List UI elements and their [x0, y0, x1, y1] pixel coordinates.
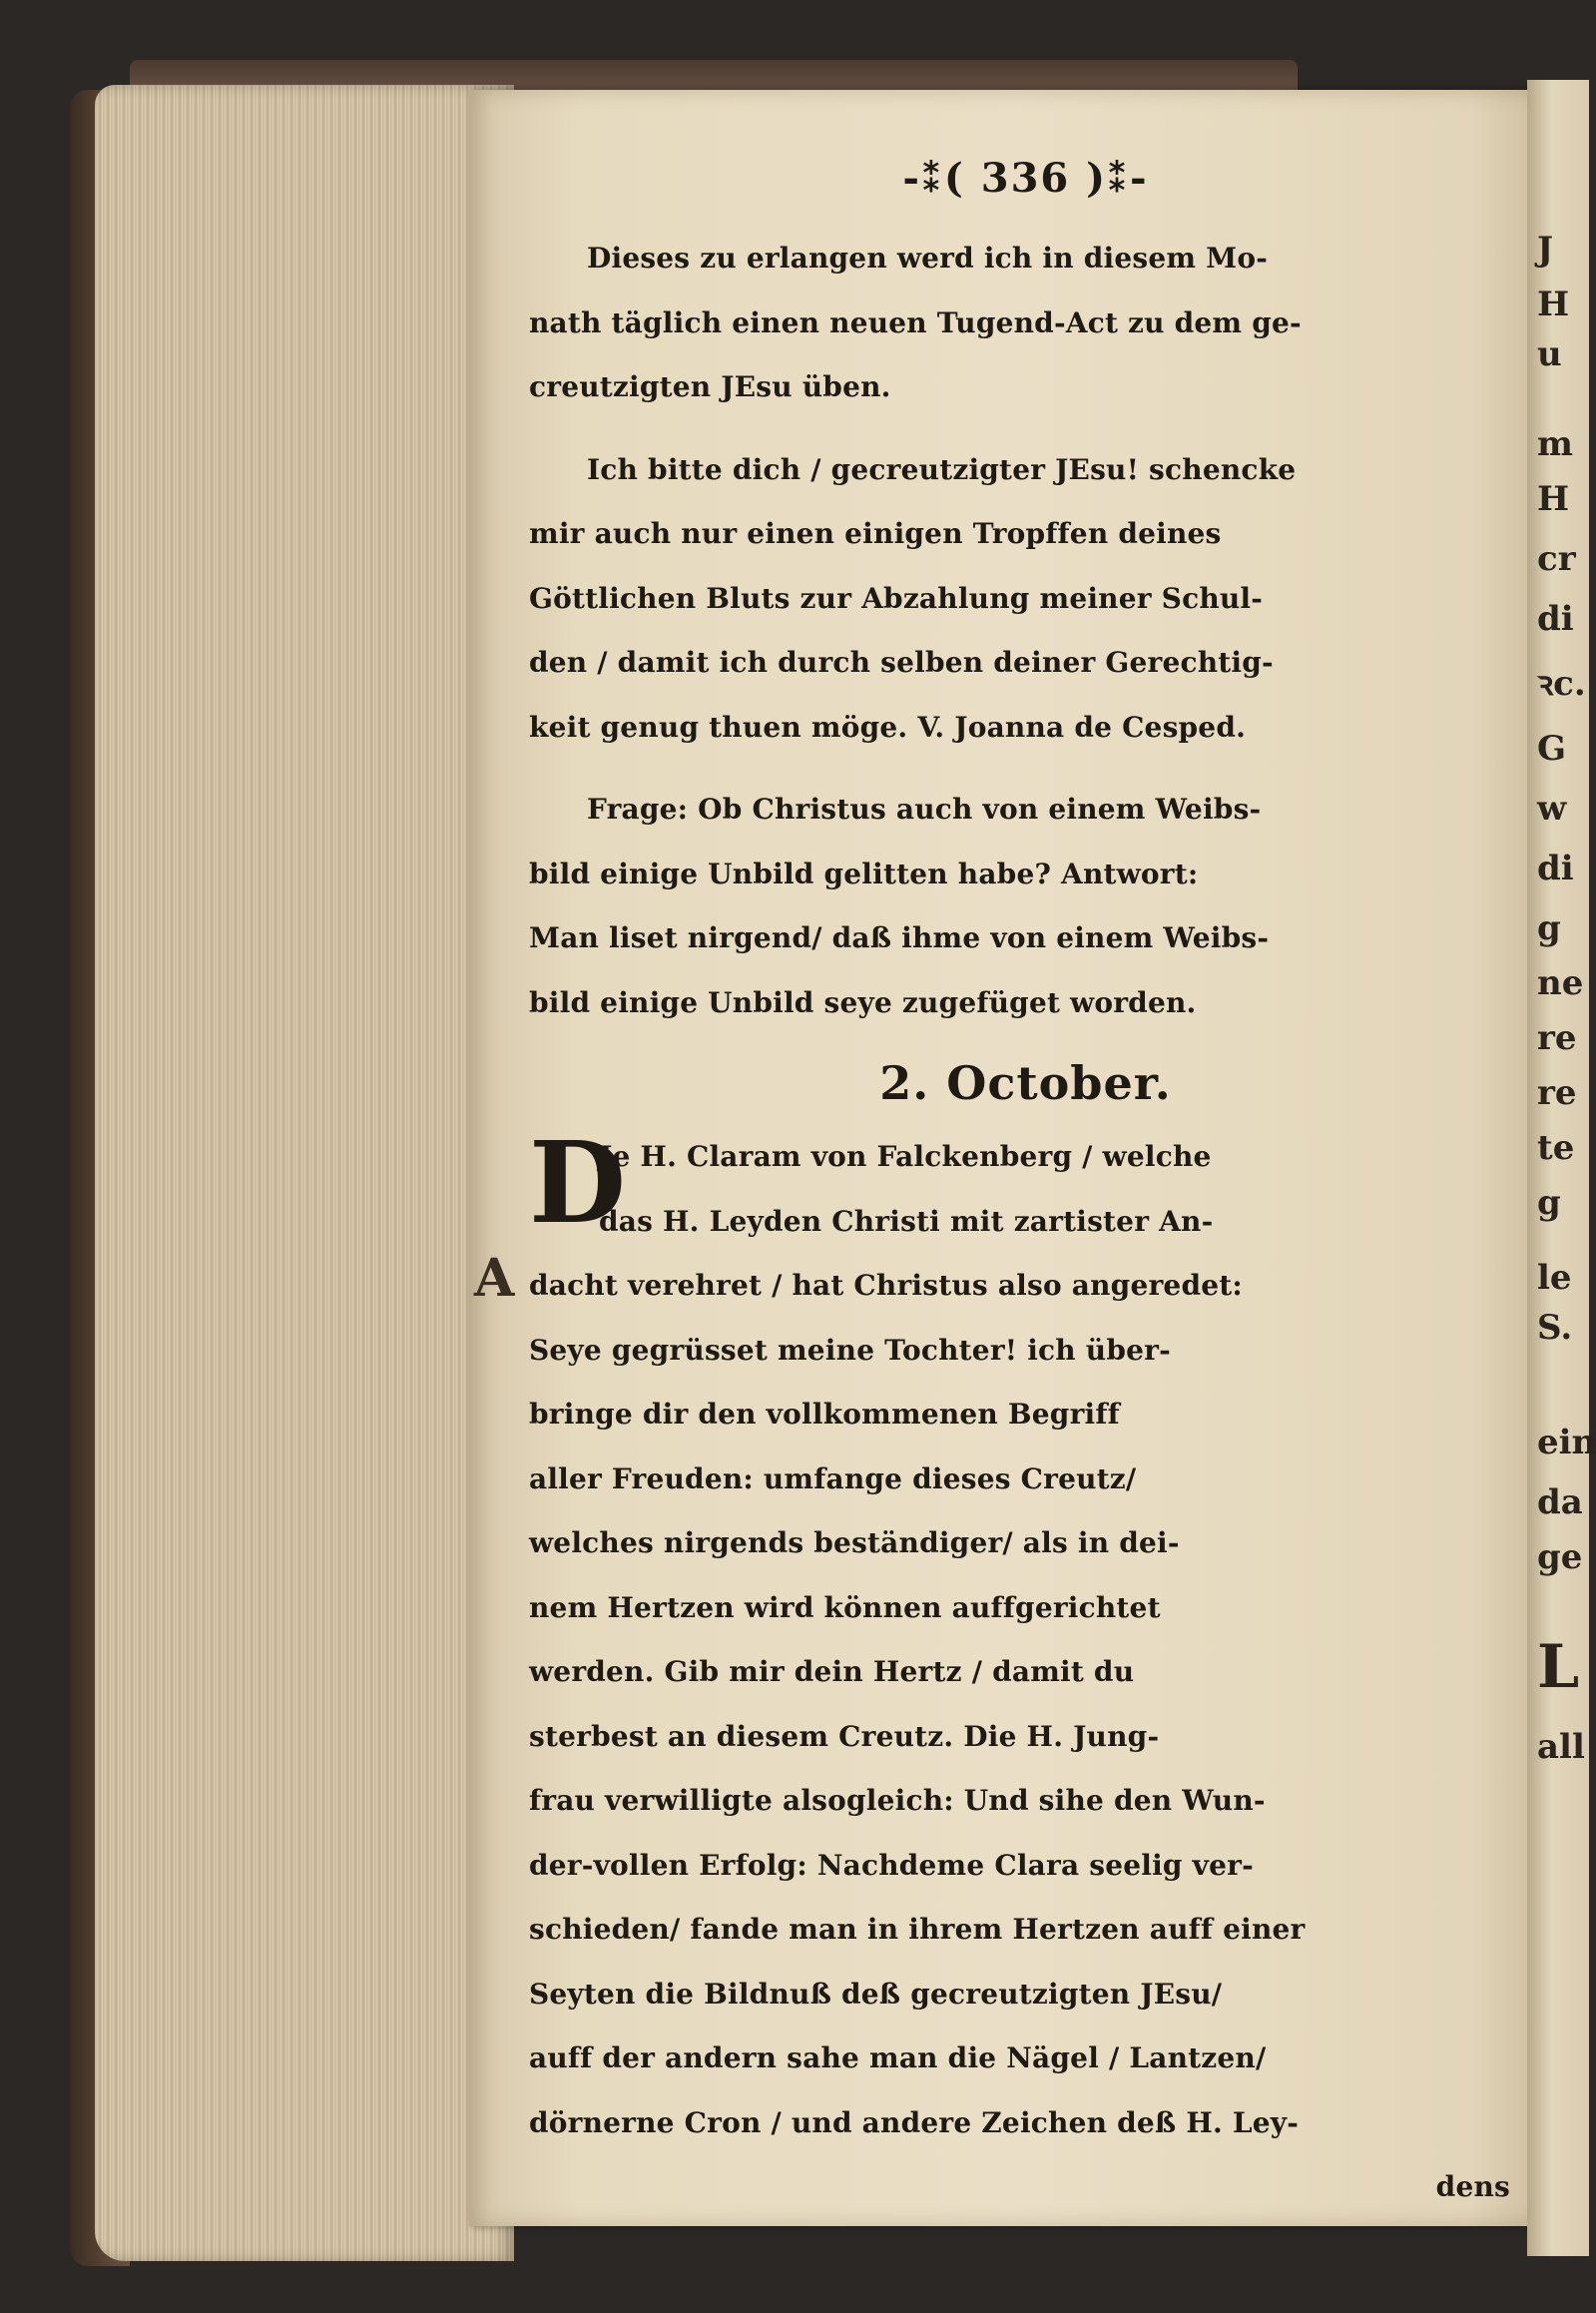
text-line: mir auch nur einen einigen Tropffen deines [529, 517, 1222, 550]
text-line: auff der andern sahe man die Nägel / Lantzen/ [529, 2041, 1267, 2074]
text-line: der-vollen Erfolg: Nachdeme Clara seelig ver- [529, 1848, 1254, 1882]
text-line: werden. Gib mir dein Hertz / damit du [529, 1655, 1135, 1688]
paragraph [529, 1118, 1522, 2155]
text-line: dörnerne Cron / und andere Zeichen deß H. Ley- [529, 2105, 1300, 2139]
paragraph [529, 227, 1522, 420]
facing-fragment: H [1537, 285, 1570, 324]
text-line: den / damit ich durch selben deiner Gerechtig- [529, 646, 1274, 679]
facing-fragment: ein [1537, 1423, 1596, 1462]
facing-fragment: ne [1537, 963, 1584, 1003]
facing-fragment: S. [1537, 1308, 1573, 1348]
facing-fragment: u [1537, 334, 1562, 374]
facing-fragment: ge [1537, 1537, 1583, 1577]
section-heading: 2. October. [879, 1056, 1172, 1110]
text-line: Seyten die Bildnuß deß gecreutzigten JEsu/ [529, 1977, 1223, 2011]
text-line: nath täglich einen neuen Tugend-Act zu dem ge- [529, 305, 1302, 339]
text-line: keit genug thuen möge. V. Joanna de Cesped. [529, 710, 1247, 744]
text-line: Je H. Claram von Falckenberg / welche [599, 1140, 1212, 1173]
text-line: Seye gegrüsset meine Tochter! ich über- [529, 1333, 1171, 1367]
margin-mark: A [474, 1248, 515, 1309]
facing-fragment: J [1537, 230, 1554, 270]
facing-fragment: m [1537, 424, 1573, 464]
text-line: welches nirgends beständiger/ als in dei- [529, 1526, 1180, 1559]
text-line: Göttlichen Bluts zur Abzahlung meiner Schul- [529, 581, 1264, 615]
text-line: dacht verehret / hat Christus also angeredet: [529, 1269, 1243, 1302]
facing-fragment: H [1537, 479, 1570, 519]
text-line: bild einige Unbild seye zugefüget worden. [529, 985, 1197, 1019]
text-line: frau verwilligte alsogleich: Und sihe den Wun- [529, 1784, 1266, 1817]
facing-fragment: le [1537, 1258, 1572, 1298]
facing-fragment: g [1537, 908, 1561, 948]
text-line: das H. Leyden Christi mit zartister An- [599, 1204, 1214, 1238]
facing-fragment: L [1537, 1632, 1580, 1702]
text-line: bringe dir den vollkommenen Begriff [529, 1398, 1120, 1431]
facing-fragment: w [1537, 789, 1567, 829]
facing-fragment: re [1537, 1073, 1577, 1113]
facing-fragment: cr [1537, 539, 1576, 579]
page-stack [95, 85, 514, 2261]
facing-fragment: ꝛc. [1537, 664, 1586, 704]
text-line: creutzigten JEsu üben. [529, 370, 891, 403]
text-line: Ich bitte dich / gecreutzigter JEsu! schencke [587, 452, 1297, 486]
text-line: schieden/ fande man in ihrem Hertzen auff einer [529, 1913, 1306, 1946]
facing-fragment: di [1537, 599, 1574, 639]
facing-page [1527, 80, 1596, 2256]
drop-cap: D [529, 1118, 627, 1249]
catchword: dens [1435, 2170, 1510, 2203]
text-line: Man liset nirgend/ daß ihme von einem Weibs- [529, 921, 1270, 954]
text-line: aller Freuden: umfange dieses Creutz/ [529, 1461, 1137, 1495]
text-line: Frage: Ob Christus auch von einem Weibs- [587, 793, 1262, 826]
text-line: sterbest an diesem Creutz. Die H. Jung- [529, 1719, 1160, 1753]
facing-fragment: all [1537, 1727, 1585, 1767]
facing-fragment: te [1537, 1128, 1575, 1168]
facing-fragment: da [1537, 1482, 1583, 1522]
facing-fragment: di [1537, 849, 1574, 888]
text-line: Dieses zu erlangen werd ich in diesem Mo- [587, 242, 1269, 275]
paragraph [529, 438, 1522, 761]
page-header: -⁑( 336 )⁑- [902, 155, 1149, 202]
paragraph [529, 778, 1522, 1035]
text-line: bild einige Unbild gelitten habe? Antwort: [529, 857, 1199, 890]
facing-fragment: G [1537, 729, 1567, 769]
page-text [529, 155, 1522, 2220]
facing-fragment: re [1537, 1018, 1577, 1058]
facing-fragment: g [1537, 1183, 1561, 1223]
text-line: nem Hertzen wird können auffgerichtet [529, 1590, 1161, 1624]
